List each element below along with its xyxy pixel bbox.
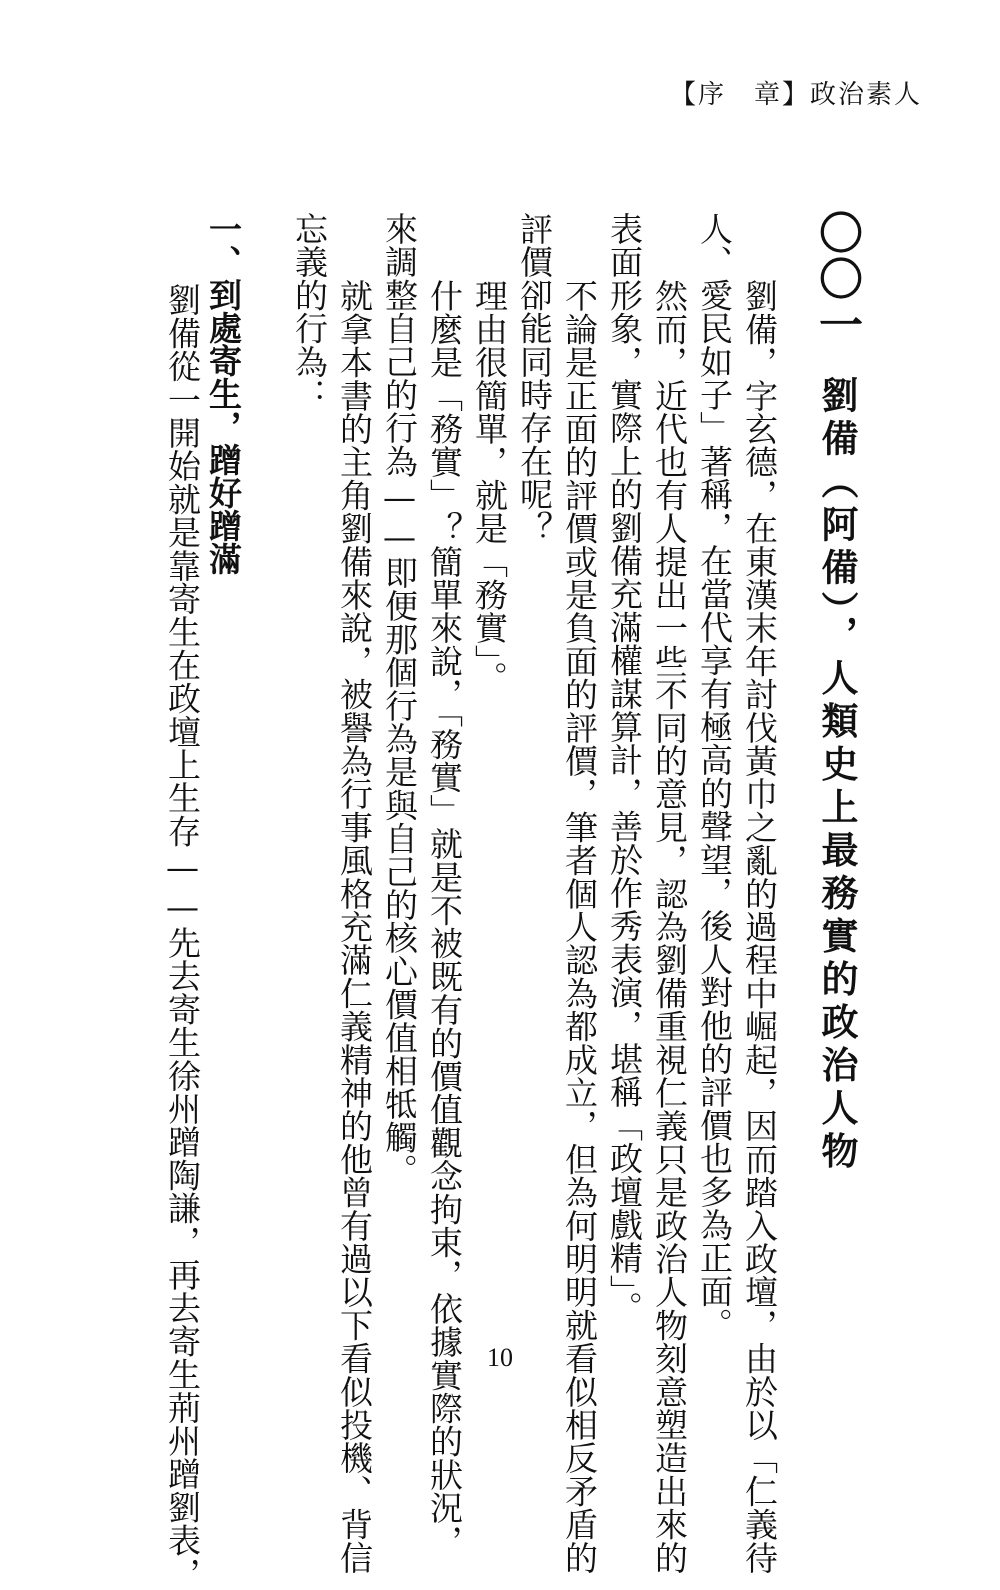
body-column-11: 忘義的行為： xyxy=(290,212,329,412)
chapter-title-text: 劉備（阿備），人類史上最務實的政治人物 xyxy=(815,376,858,1175)
body-column-7: 理由很簡單，就是「務實」。 xyxy=(470,246,509,695)
page-number: 10 xyxy=(487,1343,513,1372)
body-column-9: 來調整自己的行為——即便那個行為是與自己的核心價值相牴觸。 xyxy=(380,212,419,1187)
chapter-title xyxy=(811,210,862,1175)
chapter-number: 〇〇一 xyxy=(811,210,862,348)
body-column-6: 評價卻能同時存在呢？ xyxy=(515,212,554,544)
body-column-4: 表面形象，實際上的劉備充滿權謀算計，善於作秀表演，堪稱「政壇戲精」。 xyxy=(605,212,644,1325)
body-column-10: 就拿本書的主角劉備來說，被譽為行事風格充滿仁義精神的他曾有過以下看似投機、背信 xyxy=(335,246,374,1574)
running-header: 【序 章】政治素人 xyxy=(669,80,922,110)
body-column-5: 不論是正面的評價或是負面的評價，筆者個人認為都成立，但為何明明就看似相反矛盾的 xyxy=(560,246,599,1574)
body-column-8: 什麼是「務實」？簡單來說，「務實」就是不被既有的價值觀念拘束，依據實際的狀況， xyxy=(425,246,464,1558)
body-column-2: 人、愛民如子」著稱，在當代享有極高的聲望，後人對他的評價也多為正面。 xyxy=(695,212,734,1341)
body-column-1: 劉備，字玄德，在東漢末年討伐黃巾之亂的過程中崛起，因而踏入政壇，由於以「仁義待 xyxy=(740,246,779,1574)
section-body-column-1: 劉備從一開始就是靠寄生在政壇上生存——先去寄生徐州蹭陶謙，再去寄生荊州蹭劉表， xyxy=(163,250,202,1590)
section-heading: 一、到處寄生，蹭好蹭滿 xyxy=(204,212,243,575)
body-column-3: 然而，近代也有人提出一些不同的意見，認為劉備重視仁義只是政治人物刻意塑造出來的 xyxy=(650,246,689,1574)
